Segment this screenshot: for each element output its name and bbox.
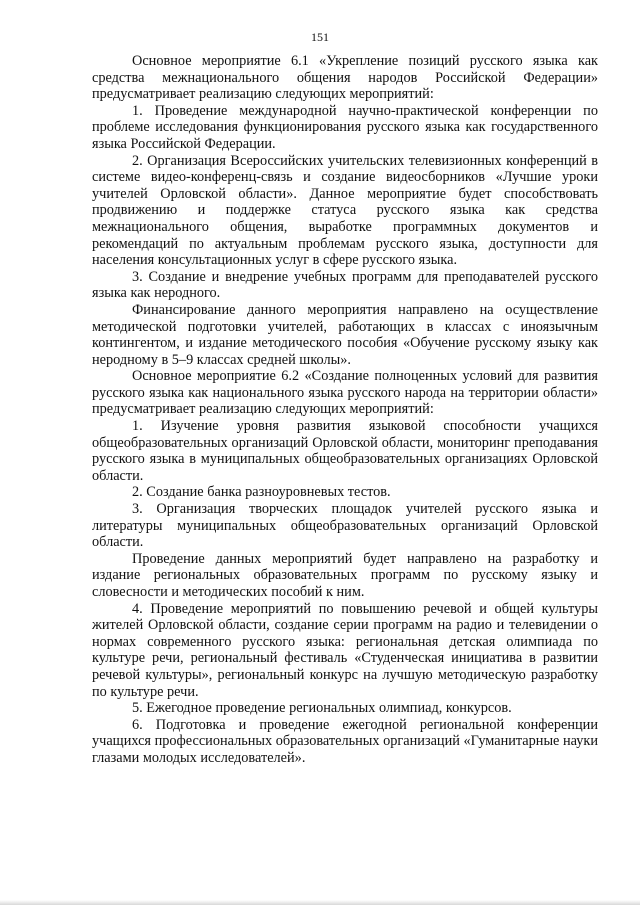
paragraph-item-3-curricula: 3. Создание и внедрение учебных программ для преподавателей русского языка как неродного. — [92, 268, 598, 302]
paragraph-financing: Финансирование данного мероприятия направлено на осуществление методической подготовки учителей, работающих в классах с иноязычным контингентом, и издание методического пособия «Обучение русскому языку как неродному в 5–9 классах средней школы». — [92, 301, 598, 368]
paragraph-item-6-regional-conference: 6. Подготовка и проведение ежегодной региональной конференции учащихся профессиональных образовательных организаций «Гуманитарные науки глазами молодых исследователей». — [92, 716, 598, 766]
paragraph-item-4-speech-culture: 4. Проведение мероприятий по повышению речевой и общей культуры жителей Орловской области, создание серии программ на радио и телевидении о нормах современного русского языка: региональная детская олимпиада по культуре речи, региональный фестиваль «Студенческая инициатива в развитии речевой культуры», региональный конкурс на лучшую методическую разработку по культуре речи. — [92, 600, 598, 700]
paragraph-measure-6-1-intro: Основное мероприятие 6.1 «Укрепление позиций русского языка как средства межнационального общения народов Российской Федерации» предусматривает реализацию следующих мероприятий: — [92, 53, 598, 103]
scan-bottom-edge — [0, 900, 640, 905]
paragraph-item-2-tv-conferences: 2. Организация Всероссийских учительских телевизионных конференций в системе видео-конференц-связь и создание видеосборников «Лучшие уроки учителей Орловской области». Данное мероприятие будет способствовать продвижению и поддержке статуса русского языка как средства межнационального общения, выработке программных документов и рекомендаций по актуальным проблемам русского языка, доступности для населения консультационных услуг в сфере русского языка. — [92, 152, 598, 269]
paragraph-item-5-olympiads: 5. Ежегодное проведение региональных олимпиад, конкурсов. — [132, 700, 512, 717]
paragraph-measure-6-2-intro: Основное мероприятие 6.2 «Создание полноценных условий для развития русского языка как национального языка русского народа на территории области» предусматривает реализацию следующих мероприятий: — [92, 368, 598, 418]
paragraph-item-1-language-study: 1. Изучение уровня развития языковой способности учащихся общеобразовательных организаций Орловской области, мониторинг преподавания русского языка в муниципальных общеобразовательных организациях Орловской области. — [92, 418, 598, 484]
paragraph-item-1-conference: 1. Проведение международной научно-практической конференции по проблеме исследования функционирования русского языка как государственного языка Российской Федерации. — [92, 102, 598, 152]
page-number: 151 — [311, 30, 329, 44]
paragraph-item-3-creative-platforms: 3. Организация творческих площадок учителей русского языка и литературы муниципальных общеобразовательных организаций Орловской области. — [92, 501, 598, 551]
paragraph-item-2-test-bank: 2. Создание банка разноуровневых тестов. — [132, 484, 391, 501]
document-body — [92, 53, 598, 767]
paragraph-programs-development: Проведение данных мероприятий будет направлено на разработку и издание региональных образовательных программ по русскому языку и словесности и методических пособий к ним. — [92, 550, 598, 600]
